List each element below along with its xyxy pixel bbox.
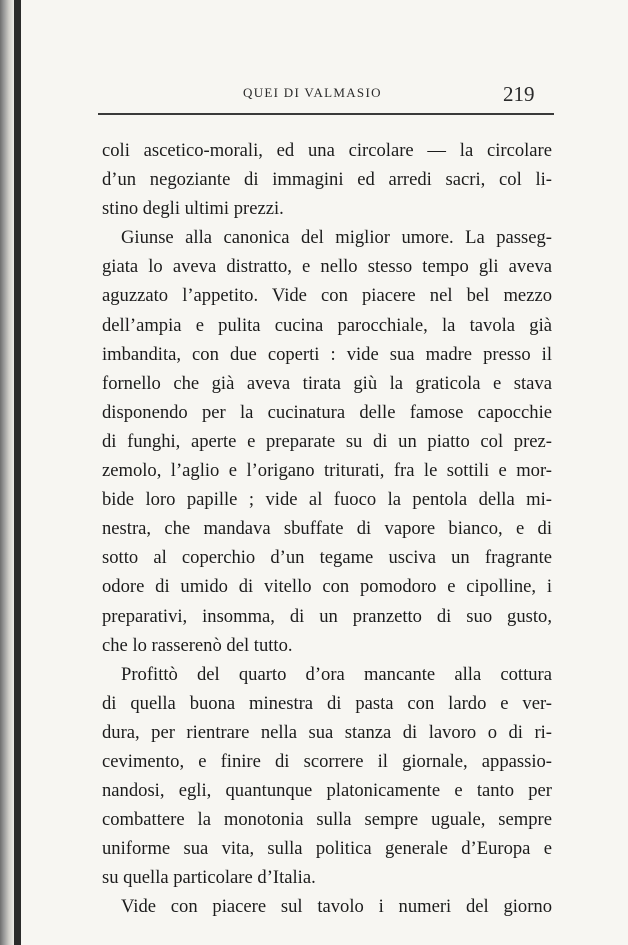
text-line: di quella buona minestra di pasta con lardo e ver-: [102, 692, 552, 714]
text-line: nandosi, egli, quantunque platonicamente e tanto per: [102, 780, 552, 802]
text-line: odore di umido di vitello con pomodoro e cipolline, i: [102, 576, 552, 598]
text-line: cevimento, e finire di scorrere il giornale, appassio-: [102, 750, 552, 772]
text-line: d’un negoziante di immagini ed arredi sacri, col li-: [102, 169, 552, 191]
text-line: stino degli ultimi prezzi.: [102, 198, 284, 220]
body-text: [102, 136, 552, 922]
text-line: zemolo, l’aglio e l’origano triturati, fra le sottili e mor-: [102, 460, 552, 482]
text-line: che lo rasserenò del tutto.: [102, 634, 293, 656]
text-line: nestra, che mandava sbuffate di vapore bianco, e di: [102, 518, 552, 540]
text-line: Giunse alla canonica del miglior umore. La passeg-: [121, 227, 552, 249]
text-line: combattere la monotonia sulla sempre uguale, sempre: [102, 809, 552, 831]
text-line: disponendo per la cucinatura delle famose capocchie: [102, 401, 552, 423]
text-line: uniforme sua vita, sulla politica generale d’Europa e: [102, 838, 552, 860]
text-line: Vide con piacere sul tavolo i numeri del giorno: [121, 896, 552, 918]
text-line: coli ascetico-morali, ed una circolare — la circolare: [102, 140, 552, 161]
text-line: dell’ampia e pulita cucina parocchiale, la tavola già: [102, 314, 552, 336]
text-line: dura, per rientrare nella sua stanza di lavoro o di ri-: [102, 721, 552, 743]
text-line: sotto al coperchio d’un tegame usciva un fragrante: [102, 547, 552, 569]
text-line: su quella particolare d’Italia.: [102, 867, 316, 889]
text-line: bide loro papille ; vide al fuoco la pentola della mi-: [102, 489, 552, 511]
text-line: Profittò del quarto d’ora mancante alla cottura: [121, 663, 552, 685]
running-head: QUEI DI VALMASIO: [243, 85, 382, 100]
book-spine-shadow: [0, 0, 14, 945]
text-line: di funghi, aperte e preparate su di un piatto col prez-: [102, 430, 552, 452]
page-edge: [14, 0, 21, 945]
page-number: 219: [503, 82, 535, 106]
text-line: fornello che già aveva tirata giù la graticola e stava: [102, 372, 552, 394]
text-line: imbandita, con due coperti : vide sua madre presso il: [102, 343, 552, 365]
header-rule: [98, 113, 554, 115]
text-line: giata lo aveva distratto, e nello stesso tempo gli aveva: [102, 256, 552, 278]
text-line: preparativi, insomma, di un pranzetto di suo gusto,: [102, 605, 552, 627]
text-line: aguzzato l’appetito. Vide con piacere nel bel mezzo: [102, 285, 552, 307]
